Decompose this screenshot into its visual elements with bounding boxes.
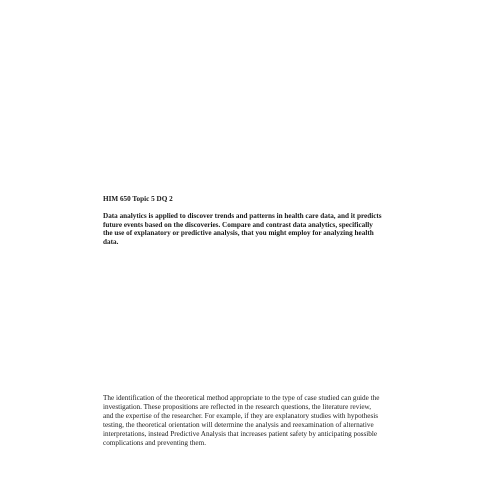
answer-paragraph (103, 394, 403, 448)
document-title: HIM 650 Topic 5 DQ 2 (103, 195, 173, 203)
question-line: the use of explanatory or predictive analysis, that you might employ for analyzing health (103, 229, 374, 238)
question-line: Data analytics is applied to discover trends and patterns in health care data, and it predicts (103, 212, 382, 220)
answer-line: interpretations, instead Predictive Analysis that increases patient safety by anticipating possible (103, 430, 378, 438)
question-line: data. (103, 237, 119, 246)
answer-line: investigation. These propositions are reflected in the research questions, the literature review, (103, 403, 372, 411)
answer-line: and the expertise of the researcher. For example, if they are explanatory studies with hypothesis (103, 412, 379, 420)
answer-line: The identification of the theoretical method appropriate to the type of case studied can guide the (103, 394, 380, 402)
discussion-question (103, 212, 403, 246)
answer-line: testing, the theoretical orientation will determine the analysis and reexamination of alternative (103, 421, 374, 429)
answer-line: complications and preventing them. (103, 439, 206, 447)
question-line: future events based on the discoveries. Compare and contrast data analytics, specifically (103, 220, 373, 229)
